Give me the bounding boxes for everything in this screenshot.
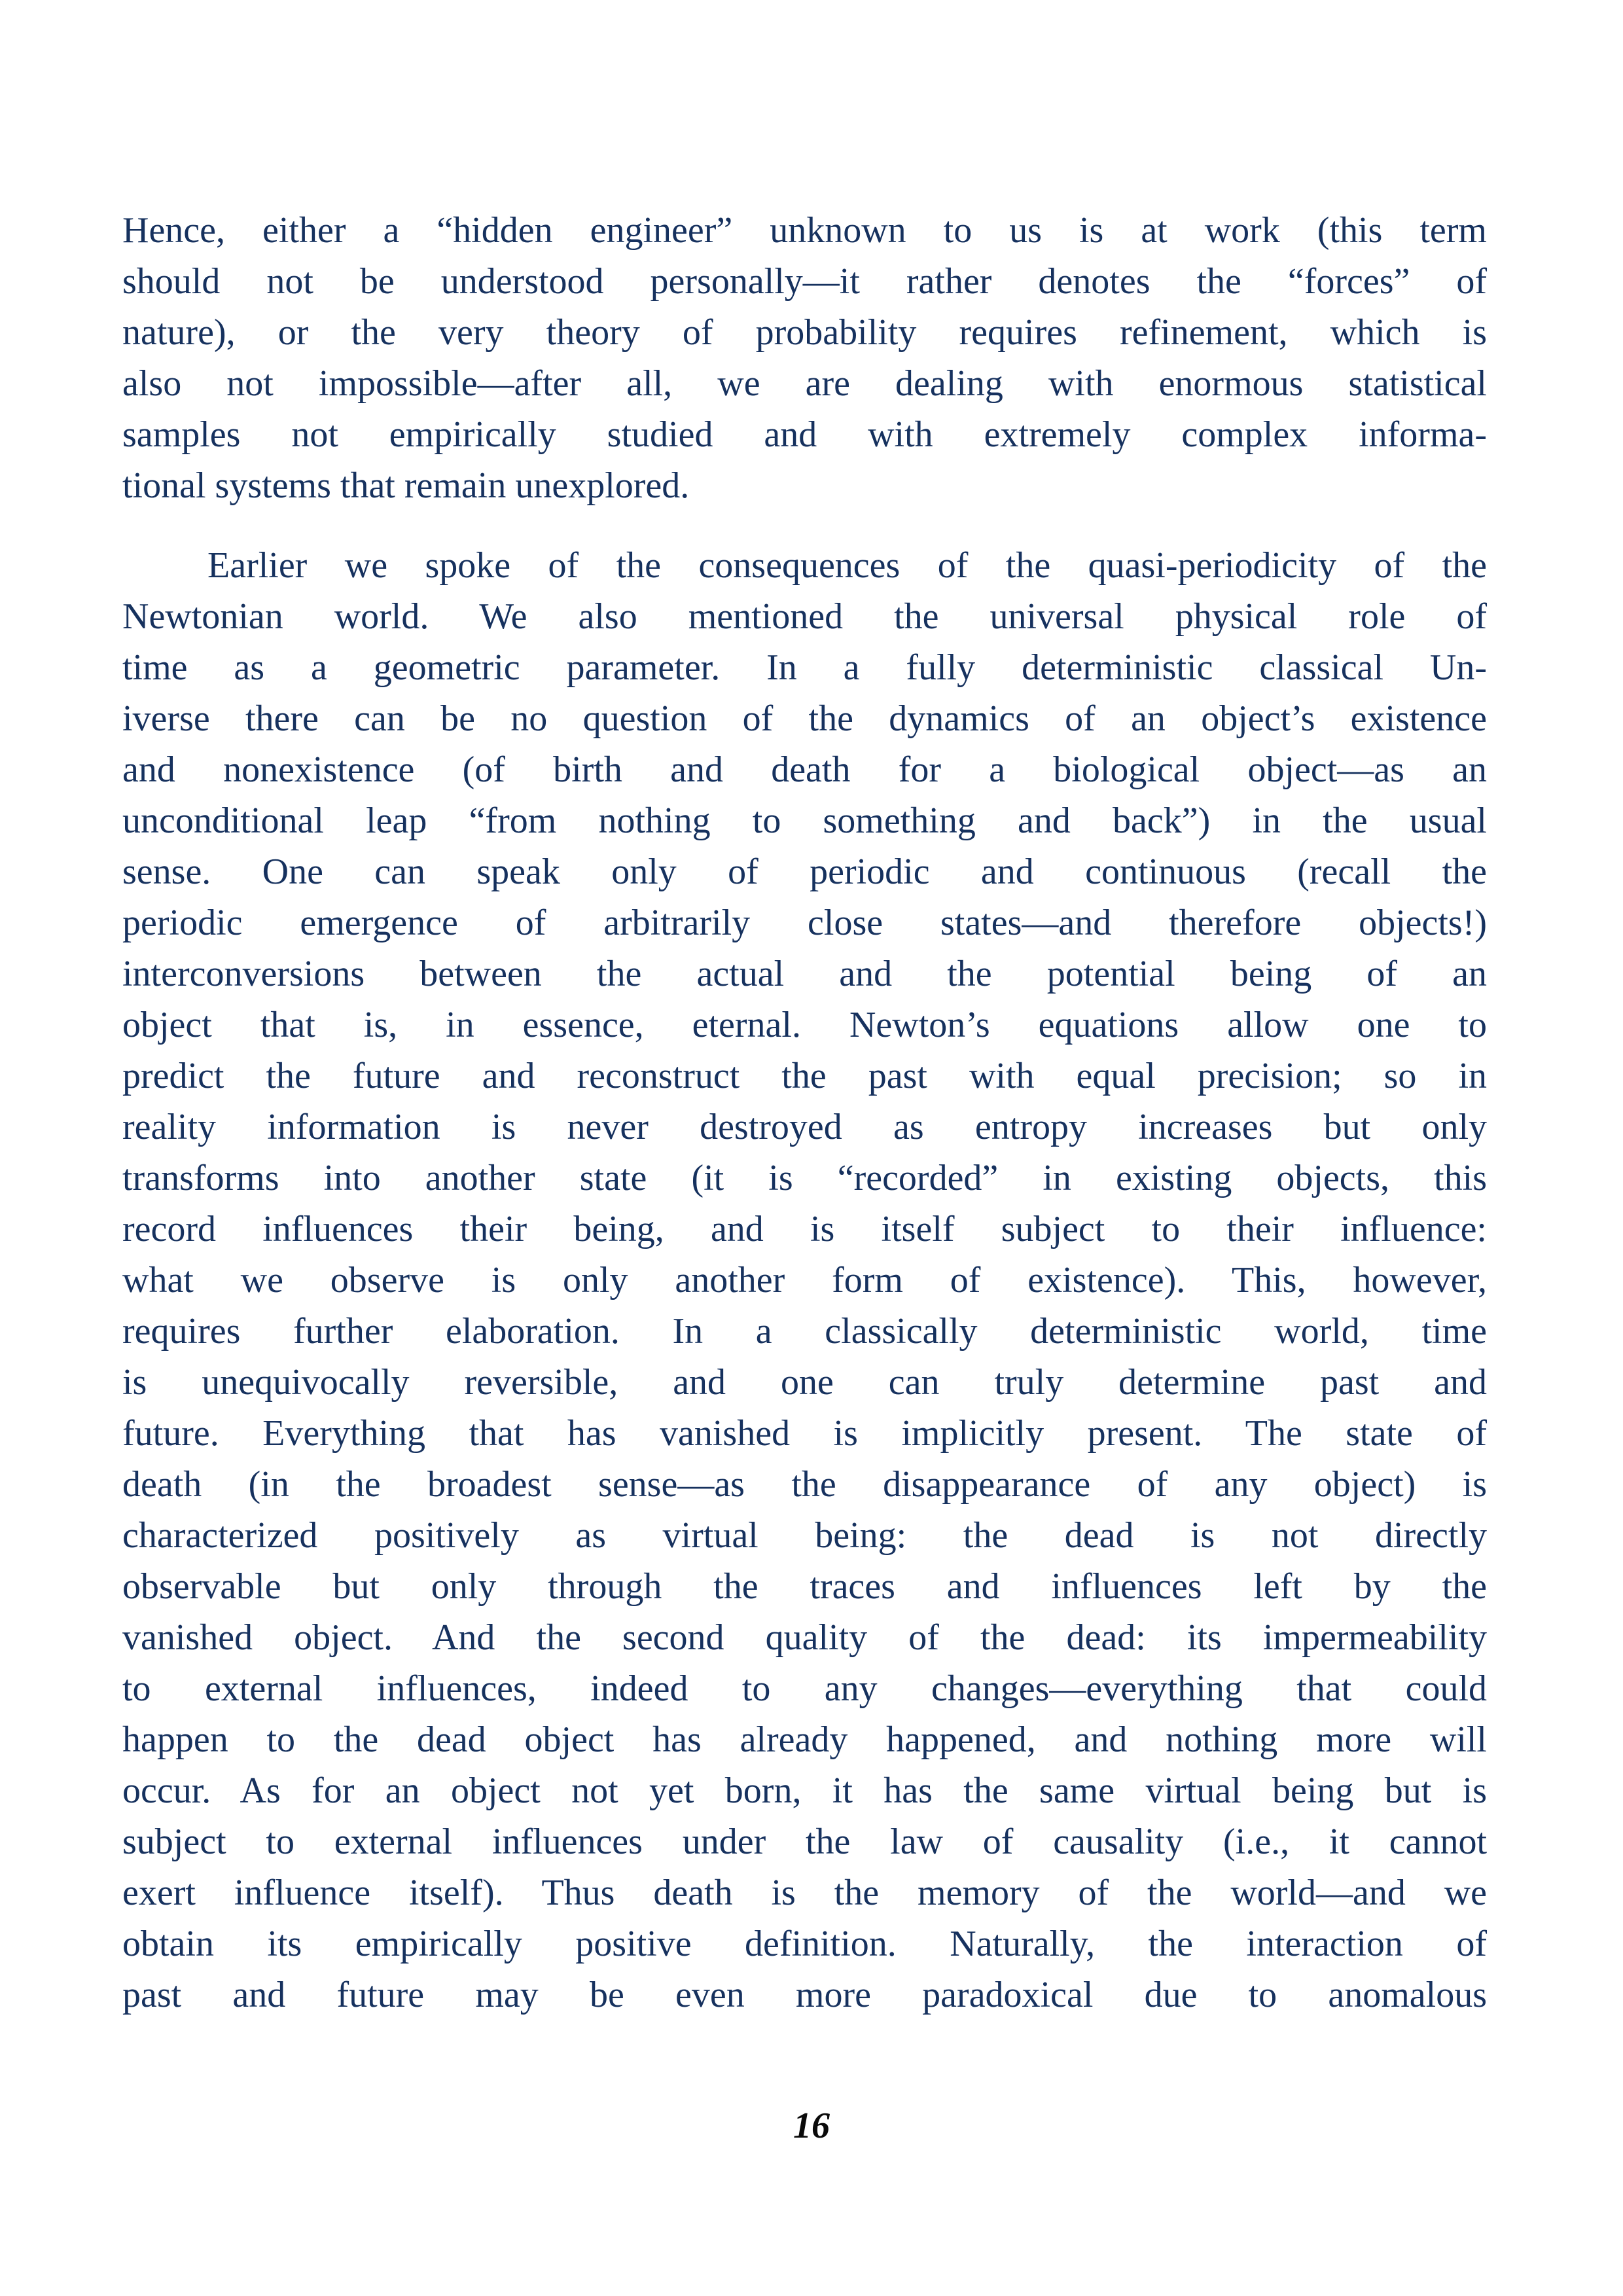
page-number: 16 [793,2106,830,2146]
text-line: iverse there can be no question of the dynamics of an object’s existence [122,698,1487,739]
text-line: subject to external influences under the law of causality (i.e., it cannot [122,1821,1487,1862]
text-line: nature), or the very theory of probability requires refinement, which is [122,312,1487,353]
text-line: Earlier we spoke of the consequences of the quasi-periodicity of the [207,545,1487,586]
text-line: time as a geometric parameter. In a fully deterministic classical Un- [122,647,1487,688]
text-line: requires further elaboration. In a classically deterministic world, time [122,1311,1487,1352]
text-line: death (in the broadest sense—as the disappearance of any object) is [122,1464,1487,1505]
text-line: periodic emergence of arbitrarily close states—and therefore objects!) [122,903,1487,943]
text-line: object that is, in essence, eternal. Newton’s equations allow one to [122,1005,1487,1045]
text-line: should not be understood personally—it rather denotes the “forces” of [122,261,1487,302]
text-line: future. Everything that has vanished is implicitly present. The state of [122,1413,1487,1454]
text-line: what we observe is only another form of existence). This, however, [122,1260,1487,1300]
text-line: is unequivocally reversible, and one can truly determine past and [122,1362,1487,1403]
text-line: vanished object. And the second quality of the dead: its impermeability [122,1617,1487,1658]
text-line: characterized positively as virtual being: the dead is not directly [122,1515,1487,1556]
para-2 [122,540,1487,2020]
text-line: interconversions between the actual and the potential being of an [122,954,1487,994]
text-line: past and future may be even more paradoxical due to anomalous [122,1975,1487,2015]
text-line: reality information is never destroyed as entropy increases but only [122,1107,1487,1147]
text-line: record influences their being, and is itself subject to their influence: [122,1209,1487,1249]
para-1 [122,205,1487,511]
text-block [122,205,1487,2020]
text-line: tional systems that remain unexplored. [122,465,690,506]
text-line: sense. One can speak only of periodic and continuous (recall the [122,852,1487,892]
text-line: predict the future and reconstruct the past with equal precision; so in [122,1056,1487,1096]
text-line: also not impossible—after all, we are dealing with enormous statistical [122,363,1487,404]
text-line: and nonexistence (of birth and death for a biological object—as an [122,749,1487,790]
text-line: transforms into another state (it is “recorded” in existing objects, this [122,1158,1487,1198]
text-line: Hence, either a “hidden engineer” unknown to us is at work (this term [122,210,1487,251]
text-line: Newtonian world. We also mentioned the universal physical role of [122,596,1487,637]
text-line: unconditional leap “from nothing to something and back”) in the usual [122,800,1487,841]
text-line: exert influence itself). Thus death is the memory of the world—and we [122,1873,1487,1913]
text-line: to external influences, indeed to any changes—everything that could [122,1668,1487,1709]
text-line: occur. As for an object not yet born, it has the same virtual being but is [122,1770,1487,1811]
text-line: observable but only through the traces and influences left by the [122,1566,1487,1607]
text-line: obtain its empirically positive definition. Naturally, the interaction of [122,1924,1487,1964]
text-line: happen to the dead object has already happened, and nothing more will [122,1719,1487,1760]
text-line: samples not empirically studied and with extremely complex informa- [122,414,1487,455]
